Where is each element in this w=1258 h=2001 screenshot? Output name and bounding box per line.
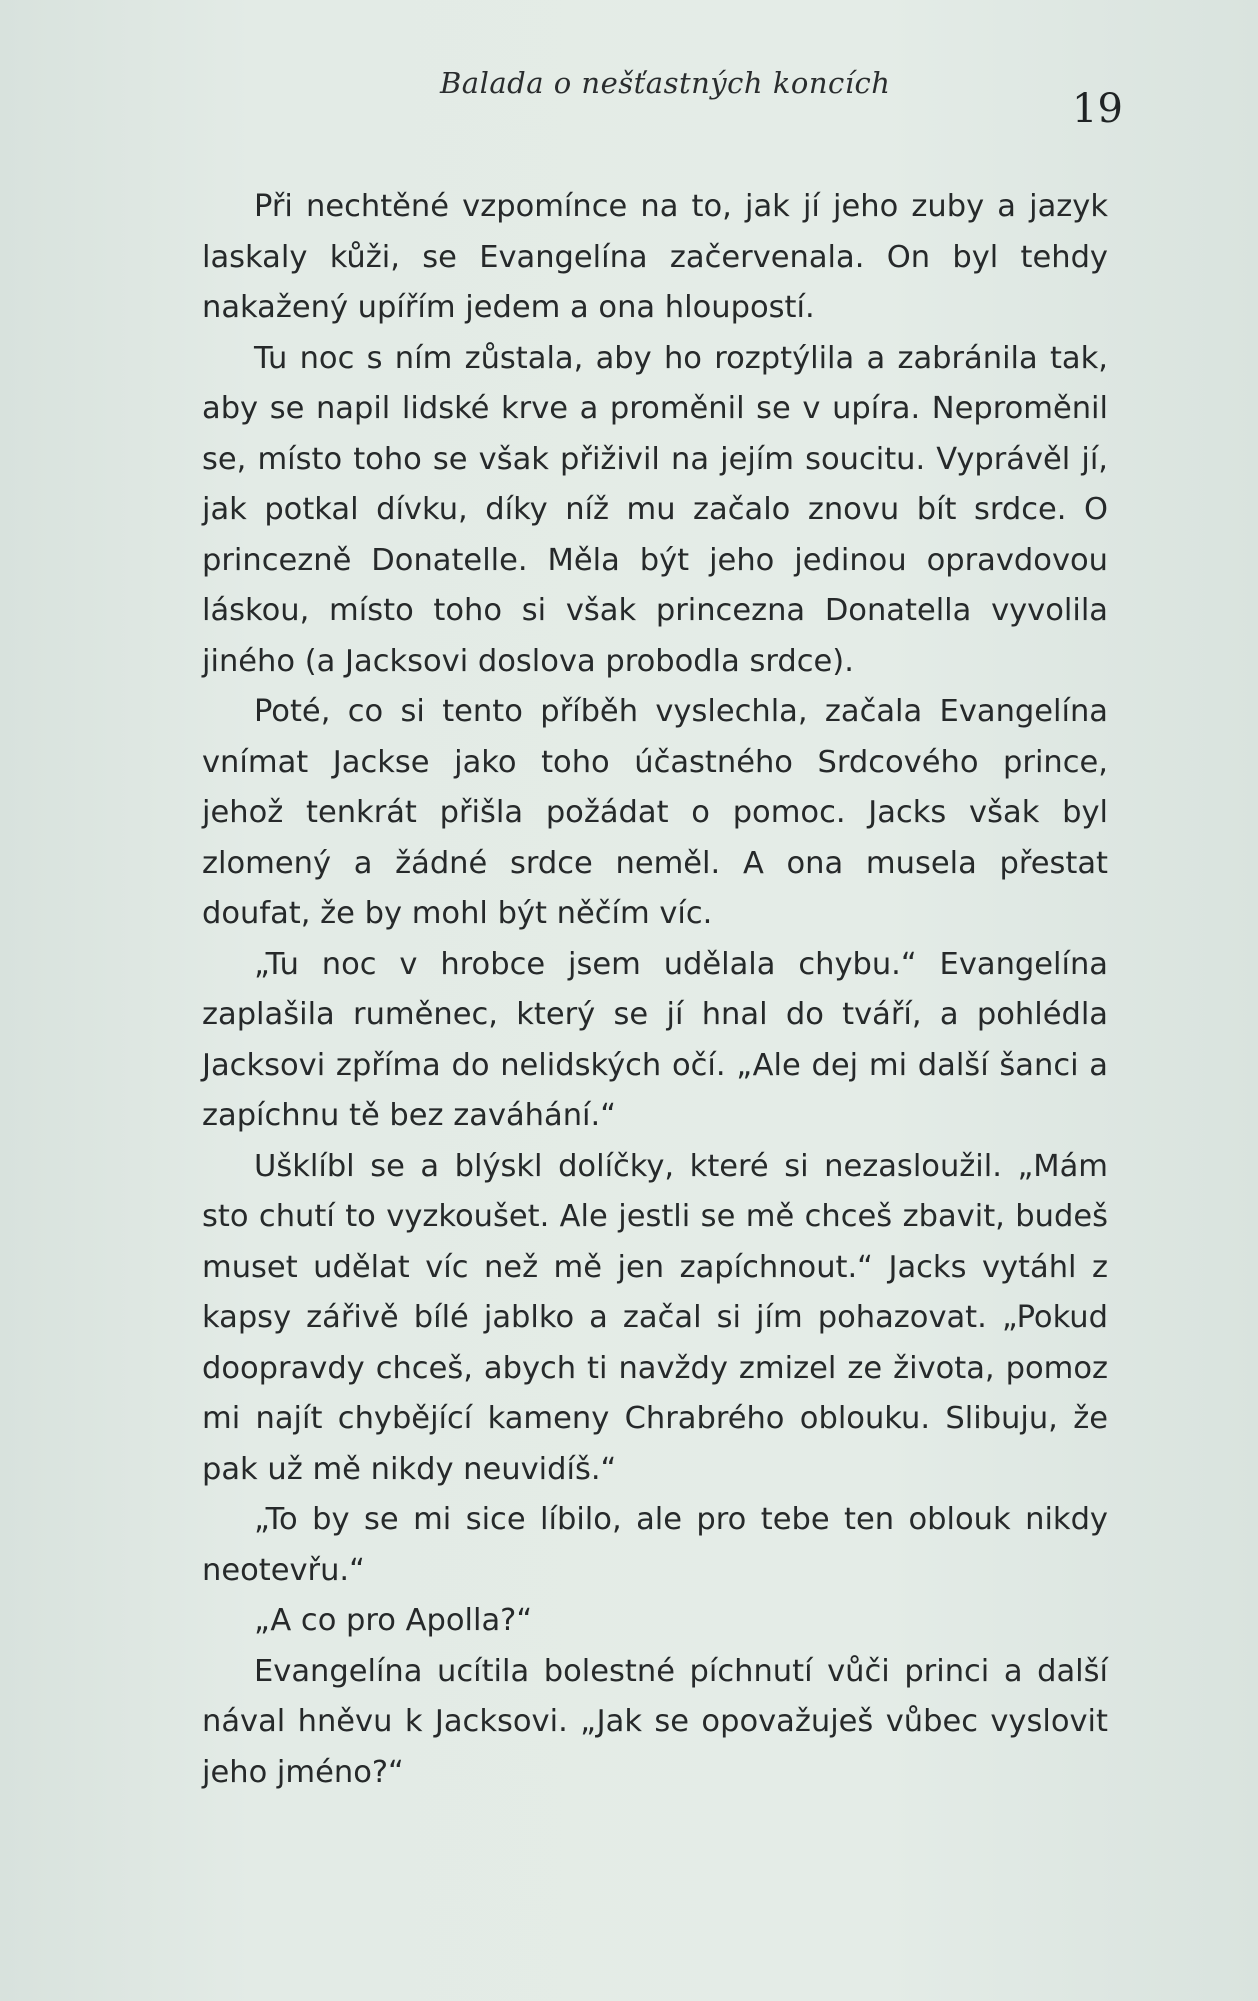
paragraph: Při nechtěné vzpomínce na to, jak jí jeho zuby a jazyk laskaly kůži, se Evangelína začervenala. On byl tehdy nakažený upířím jedem a ona hloupostí. (202, 189, 1108, 325)
body-text (202, 182, 1108, 1798)
paragraph: „To by se mi sice líbilo, ale pro tebe ten oblouk nikdy neotevřu.“ (202, 1502, 1108, 1588)
paragraph: „A co pro Apolla?“ (254, 1603, 533, 1638)
page-number: 19 (1072, 86, 1123, 132)
running-title: Balada o nešťastných koncích (440, 66, 891, 100)
paragraph: Ušklíbl se a blýskl dolíčky, které si nezasloužil. „Mám sto chutí to vyzkoušet. Ale jestli se mě chceš zbavit, budeš muset udělat víc než mě jen zapíchnout.“ Jacks vytáhl z kapsy zářivě bílé jablko a začal si jím pohazovat. „Pokud doopravdy chceš, abych ti navždy zmizel ze života, pomoz mi najít chybějící kameny Chrabrého oblouku. Slibuju, že pak už mě nikdy neuvidíš.“ (202, 1148, 1108, 1487)
paragraph: Tu noc s ním zůstala, aby ho rozptýlila a zabránila tak, aby se napil lidské krve a proměnil se v upíra. Neproměnil se, místo toho se však přiživil na jejím soucitu. Vyprávěl jí, jak potkal dívku, díky níž mu začalo znovu bít srdce. O princezně Donatelle. Měla být jeho jedinou opravdovou láskou, místo toho si však princezna Donatella vyvolila jiného (a Jacksovi doslova probodla srdce). (202, 340, 1108, 679)
paragraph: Poté, co si tento příběh vyslechla, začala Evangelína vnímat Jackse jako toho účastného Srdcového prince, jehož tenkrát přišla požádat o pomoc. Jacks však byl zlomený a žádné srdce neměl. A ona musela přestat doufat, že by mohl být něčím víc. (202, 694, 1108, 931)
paragraph: „Tu noc v hrobce jsem udělala chybu.“ Evangelína zaplašila ruměnec, který se jí hnal do tváří, a pohlédla Jacksovi zpříma do nelidských očí. „Ale dej mi další šanci a zapíchnu tě bez zaváhání.“ (202, 946, 1108, 1133)
paragraph: Evangelína ucítila bolestné píchnutí vůči princi a další nával hněvu k Jacksovi. „Jak se opovažuješ vůbec vyslovit jeho jméno?“ (202, 1653, 1108, 1790)
